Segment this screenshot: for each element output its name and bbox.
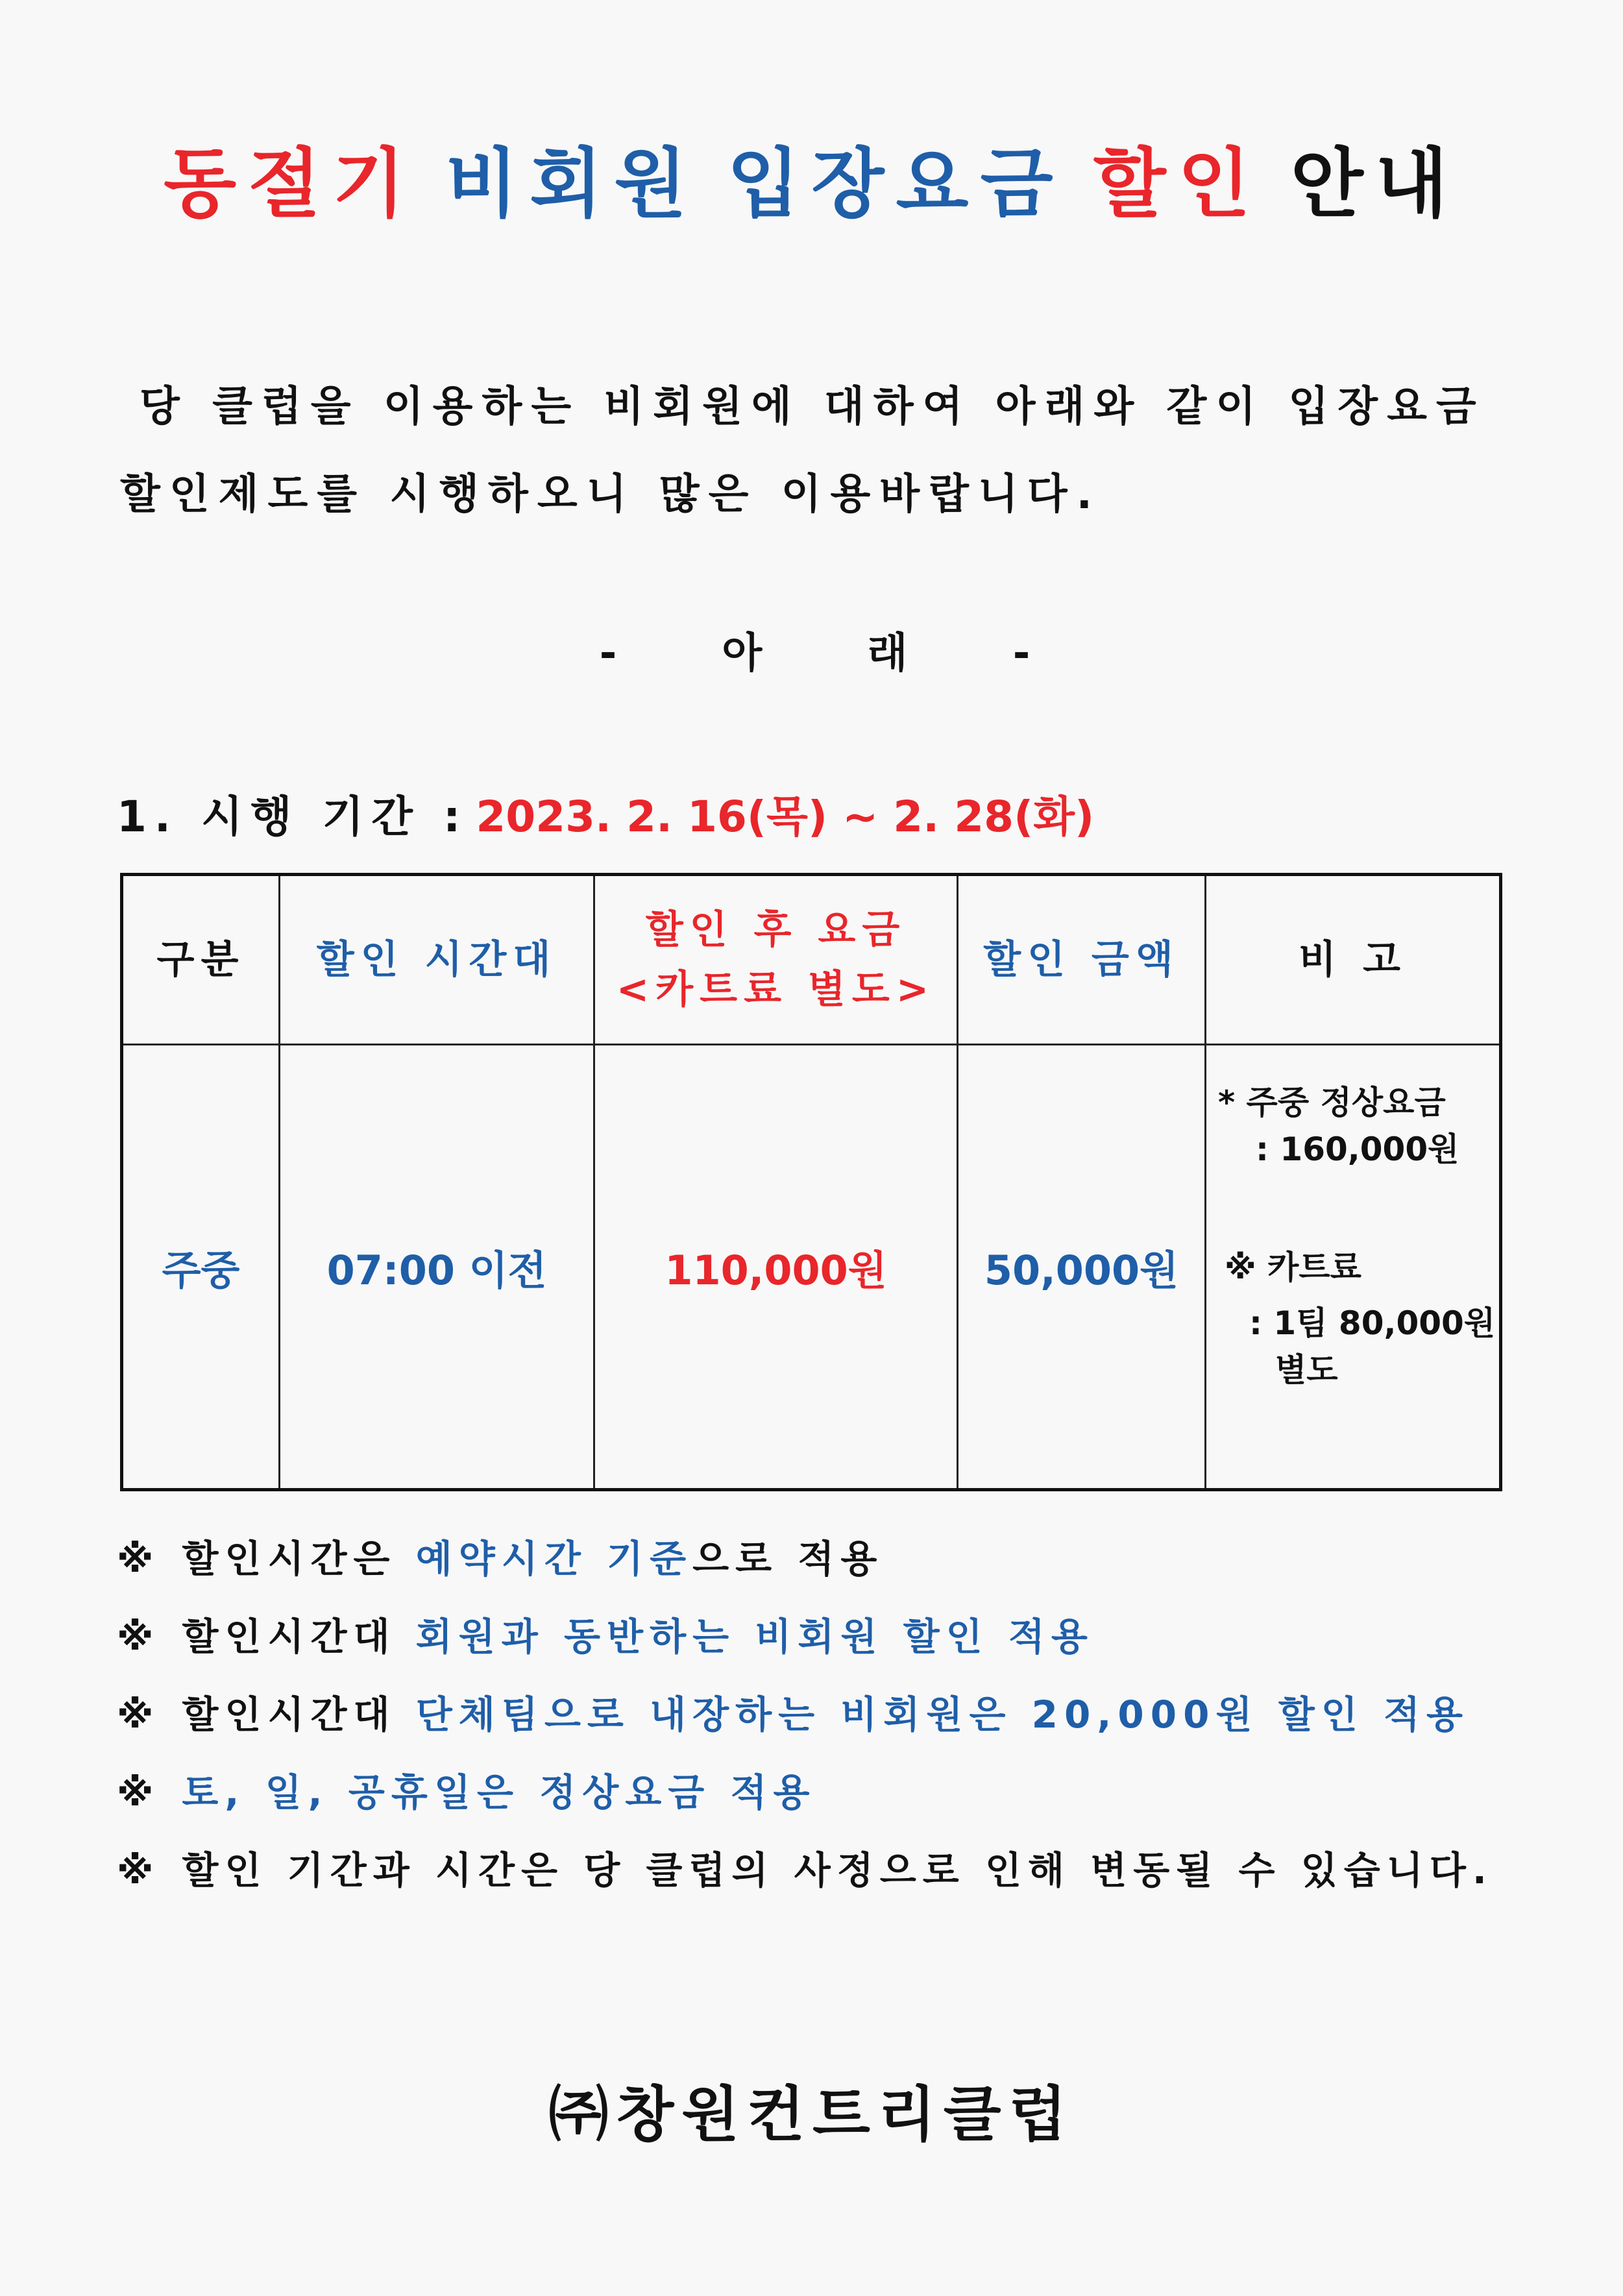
reference-mark-icon: ※ (117, 1692, 160, 1737)
note-highlight: 회원과 동반하는 비회원 할인 적용 (415, 1615, 1094, 1659)
notes-list (117, 1528, 1544, 1918)
list-item (117, 1528, 1544, 1606)
header-price-line1: 할인 후 요금 (645, 907, 907, 953)
list-item (117, 1684, 1544, 1762)
header-price (594, 875, 958, 1045)
header-discount: 할인 금액 (958, 875, 1206, 1045)
intro-paragraph (120, 363, 1535, 539)
fee-table (120, 873, 1502, 1491)
club-name: ㈜창원컨트리클럽 (548, 2080, 1075, 2149)
remark-cart-fee-separate: 별도 (1275, 1351, 1338, 1389)
cell-discount: 50,000원 (958, 1045, 1206, 1490)
note-highlight: 단체팀으로 내장하는 비회원은 20,000원 할인 적용 (415, 1692, 1470, 1737)
table-row (122, 1045, 1501, 1490)
list-item (117, 1606, 1544, 1684)
title-part-admission-fee: 입장요금 (727, 140, 1065, 228)
title-part-nonmember: 비회원 (445, 140, 699, 228)
cell-category: 주중 (122, 1045, 280, 1490)
reference-mark-icon: ※ (117, 1537, 160, 1581)
list-item (117, 1762, 1544, 1840)
title-part-discount: 할인 (1093, 140, 1262, 228)
note-highlight: 토, 일, 공휴일은 정상요금 적용 (182, 1770, 816, 1814)
note-highlight: 예약시간 기준 (415, 1537, 693, 1581)
period-value: 2023. 2. 16(목) ~ 2. 28(화) (476, 792, 1095, 842)
table-header-row (122, 875, 1501, 1045)
reference-mark-icon: ※ (117, 1615, 160, 1659)
note-text: 할인시간은 (182, 1537, 397, 1581)
remark-regular-fee-label: * 주중 정상요금 (1218, 1084, 1446, 1121)
cell-remarks (1206, 1045, 1501, 1490)
page-title (0, 123, 1623, 232)
note-text-suffix: 으로 적용 (692, 1537, 884, 1581)
period-label: 1. 시행 기간 : (117, 792, 469, 842)
header-price-line2: <카트료 별도> (616, 967, 936, 1012)
note-text: 할인시간대 (182, 1615, 397, 1659)
reference-mark-icon: ※ (117, 1770, 160, 1814)
note-text: 할인시간대 (182, 1692, 397, 1737)
remark-regular-fee-value: : 160,000원 (1256, 1130, 1459, 1168)
header-remarks: 비 고 (1206, 875, 1501, 1045)
period-line (117, 782, 1094, 844)
header-category: 구분 (122, 875, 280, 1045)
title-part-season: 동절기 (164, 140, 417, 228)
cell-price: 110,000원 (594, 1045, 958, 1490)
reference-mark-icon: ※ (117, 1848, 160, 1892)
title-part-notice: 안내 (1290, 140, 1459, 228)
below-heading: - 아 래 - (599, 629, 1076, 678)
list-item (117, 1840, 1544, 1918)
intro-line-2: 할인제도를 시행하오니 많은 이용바랍니다. (120, 470, 1101, 519)
remark-cart-fee-value: : 1팀 80,000원 (1249, 1304, 1496, 1342)
note-text: 할인 기간과 시간은 당 클럽의 사정으로 인해 변동될 수 있습니다. (182, 1848, 1493, 1892)
header-time: 할인 시간대 (280, 875, 594, 1045)
remark-cart-fee-label: ※ 카트료 (1225, 1249, 1361, 1286)
cell-time: 07:00 이전 (280, 1045, 594, 1490)
intro-line-1: 당 클럽을 이용하는 비회원에 대하여 아래와 같이 입장요금 (140, 383, 1485, 431)
